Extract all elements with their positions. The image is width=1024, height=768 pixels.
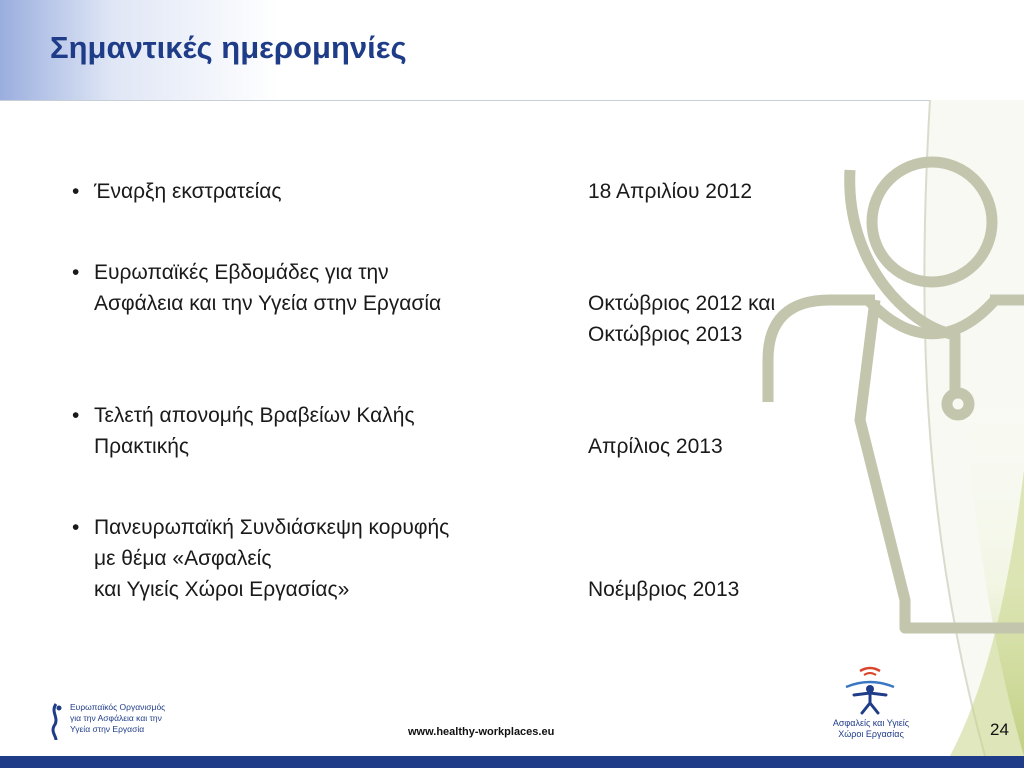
agency-name: Ευρωπαϊκός Οργανισμός για την Ασφάλεια και την Υγεία στην Εργασία <box>70 702 166 734</box>
event-date: 18 Απριλίου 2012 <box>588 180 753 203</box>
event-date: Οκτώβριος 2012 και Οκτώβριος 2013 <box>588 292 776 346</box>
bullet-marker: • <box>72 516 80 539</box>
event-name: Πανευρωπαϊκή Συνδιάσκεψη κορυφής με θέμα «Ασφαλείς και Υγιείς Χώροι Εργασίας» <box>94 516 450 601</box>
event-date: Απρίλιος 2013 <box>588 435 723 458</box>
page-number: 24 <box>990 720 1009 739</box>
bottom-bar <box>0 756 1024 768</box>
bullet-marker: • <box>72 261 80 284</box>
page-title: Σημαντικές ημερομηνίες <box>50 30 407 65</box>
event-name: Έναρξη εκστρατείας <box>94 180 282 203</box>
healthy-workplaces-logo-icon <box>840 665 900 715</box>
bullet-marker: • <box>72 404 80 427</box>
website-link[interactable]: www.healthy-workplaces.eu <box>408 726 555 738</box>
event-name: Τελετή απονομής Βραβείων Καλής Πρακτικής <box>94 404 415 458</box>
bullet-marker: • <box>72 180 80 203</box>
campaign-name: Ασφαλείς και Υγιείς Χώροι Εργασίας <box>832 718 910 739</box>
event-date: Νοέμβριος 2013 <box>588 578 740 601</box>
event-name: Ευρωπαϊκές Εβδομάδες για την Ασφάλεια και την Υγεία στην Εργασία <box>94 261 442 315</box>
